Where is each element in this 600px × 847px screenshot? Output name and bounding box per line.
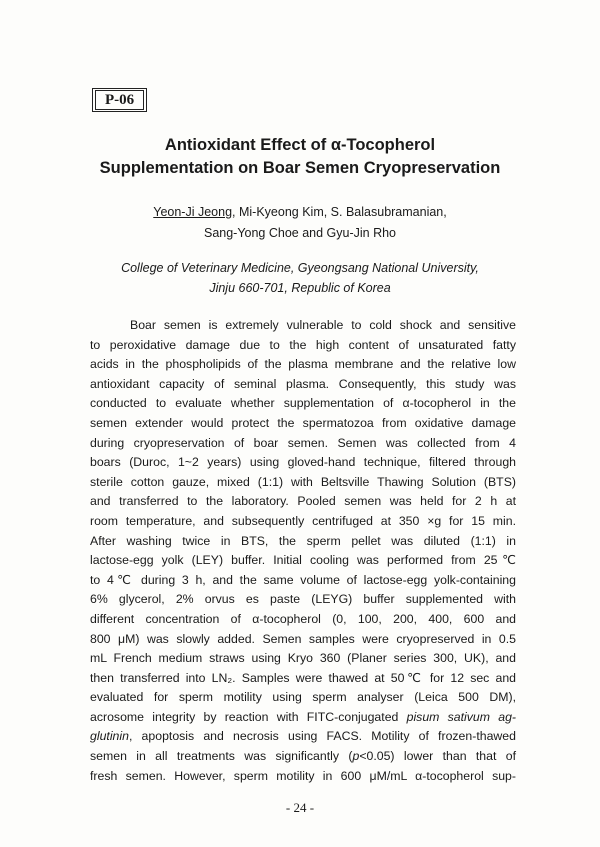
abstract-line: [90, 727, 516, 747]
presenting-author: Yeon-Ji Jeong: [153, 205, 233, 219]
abstract-line: sterile cotton gauze, mixed (1:1) with Beltsville Thawing Solution (BTS): [90, 474, 516, 489]
poster-id-label: P-06: [95, 90, 144, 110]
abstract-line: After washing twice in BTS, the sperm pellet was diluted (1:1) in: [90, 533, 516, 548]
abstract-line: boars (Duroc, 1~2 years) using gloved-hand technique, filtered through: [90, 455, 516, 470]
species-name: pisum sativum ag-: [406, 709, 517, 724]
abstract-text: semen in all treatments was significantly (: [90, 749, 353, 764]
abstract-line: during cryopreservation of boar semen. Semen was collected from 4: [90, 435, 516, 450]
abstract-line: to peroxidative damage due to the high content of unsaturated fatty: [90, 337, 516, 352]
abstract-line: acids in the phospholipids of the plasma membrane and the relative low: [90, 357, 516, 372]
abstract-line: room temperature, and subsequently centrifuged at 350 ×g for 15 min.: [90, 513, 516, 528]
abstract-line: fresh semen. However, sperm motility in 600 μM/mL α-tocopherol sup-: [90, 768, 516, 783]
abstract-line: mL French medium straws using Kryo 360 (Planer series 300, UK), and: [90, 651, 516, 666]
abstract-line: and transferred to the laboratory. Pooled semen was held for 2 h at: [90, 494, 516, 509]
abstract-text: acrosome integrity by reaction with FITC-conjugated: [90, 709, 407, 724]
species-name-continued: glutinin: [90, 729, 129, 744]
abstract-body: [90, 316, 516, 786]
abstract-line: [90, 708, 516, 728]
abstract-line: Boar semen is extremely vulnerable to cold shock and sensitive: [130, 318, 516, 332]
abstract-line: to 4℃ during 3 h, and the same volume of lactose-egg yolk-containing: [90, 572, 516, 587]
affiliation-line-2: Jinju 660-701, Republic of Korea: [209, 280, 391, 295]
co-authors-line-1: , Mi-Kyeong Kim, S. Balasubramanian,: [232, 205, 447, 219]
poster-id-badge: [92, 88, 147, 112]
abstract-line: 6% glycerol, 2% orvus es paste (LEYG) buffer supplemented with: [90, 592, 516, 607]
affiliation: [0, 259, 600, 298]
title-line-2: Supplementation on Boar Semen Cryopreservation: [99, 159, 501, 177]
affiliation-line-1: College of Veterinary Medicine, Gyeongsang National University,: [121, 261, 479, 275]
abstract-line: evaluated for sperm motility using sperm analyser (Leica 500 DM),: [90, 690, 516, 705]
abstract-line: different concentration of α-tocopherol (0, 100, 200, 400, 600 and: [90, 611, 516, 626]
title-line-1: Antioxidant Effect of α-Tocopherol: [164, 136, 436, 154]
abstract-line: antioxidant capacity of seminal plasma. Consequently, this study was: [90, 376, 516, 391]
abstract-line: lactose-egg yolk (LEY) buffer. Initial cooling was performed from 25℃: [90, 553, 516, 568]
abstract-line: [90, 747, 516, 767]
p-value-symbol: p: [352, 749, 360, 764]
abstract-line: semen extender would protect the spermatozoa from oxidative damage: [90, 415, 516, 430]
abstract-text: <0.05) lower than that of: [359, 749, 516, 764]
paper-title: [0, 134, 600, 180]
abstract-line: then transferred into LN₂. Samples were thawed at 50℃ for 12 sec and: [90, 670, 516, 685]
abstract-line: 800 μM) was slowly added. Semen samples were cryopreserved in 0.5: [90, 631, 516, 646]
abstract-text: , apoptosis and necrosis using FACS. Motility of frozen-thawed: [128, 729, 516, 744]
author-list: [0, 202, 600, 244]
authors-line-2: Sang-Yong Choe and Gyu-Jin Rho: [203, 226, 397, 240]
page-number: - 24 -: [285, 800, 315, 815]
abstract-line: conducted to evaluate whether supplementation of α-tocopherol in the: [90, 396, 516, 411]
authors-line-1: [0, 202, 600, 223]
